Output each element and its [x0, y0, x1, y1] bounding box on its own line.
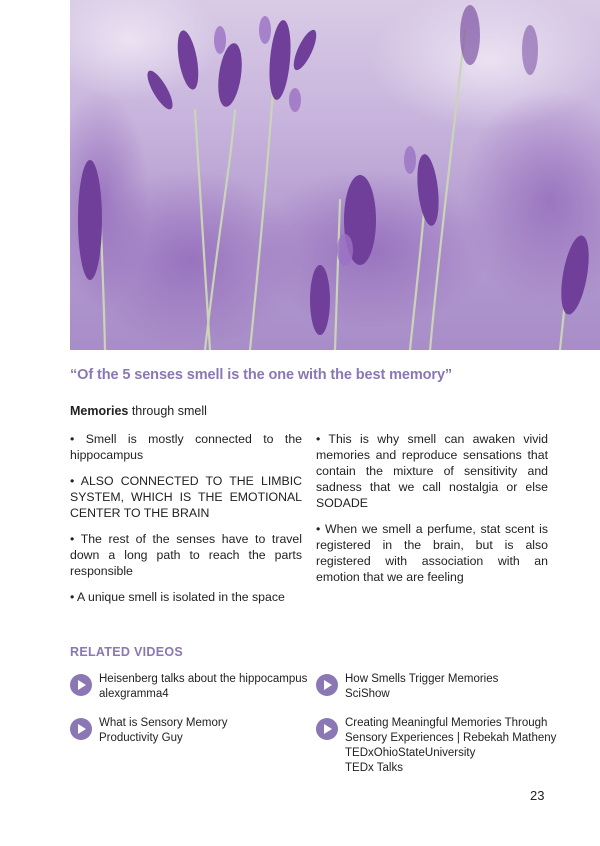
bullet-item: • The rest of the senses have to travel down a long path to reach the parts responsible: [70, 532, 302, 578]
video-title-cont[interactable]: Sensory Experiences | Rebekah Matheny: [345, 732, 557, 744]
related-videos-title: RELATED VIDEOS: [70, 645, 184, 659]
video-link-hippocampus[interactable]: [70, 672, 307, 702]
hero-image-lavender-field: [70, 0, 600, 350]
page-number: 23: [530, 788, 545, 803]
subhead-bold: Memories: [70, 404, 129, 418]
video-title[interactable]: How Smells Trigger Memories: [345, 673, 499, 685]
video-link-sensory-memory[interactable]: [70, 716, 227, 746]
play-icon[interactable]: [316, 674, 338, 696]
bullet-item: • ALSO CONNECTED TO THE LIMBIC SYSTEM, WHICH IS THE EMOTIONAL CENTER TO THE BRAIN: [70, 474, 302, 520]
video-title[interactable]: What is Sensory Memory: [99, 717, 228, 729]
left-column: [70, 431, 302, 615]
video-channel: TEDx Talks: [345, 762, 403, 774]
video-title[interactable]: Heisenberg talks about the hippocampus: [99, 673, 308, 685]
bullet-item: • A unique smell is isolated in the space: [70, 590, 285, 604]
play-icon[interactable]: [316, 718, 338, 740]
video-channel: Productivity Guy: [99, 732, 183, 744]
video-channel: SciShow: [345, 688, 390, 700]
play-icon[interactable]: [70, 674, 92, 696]
bullet-item: • When we smell a perfume, stat scent is registered in the brain, but is also registered with association with an emotion that we are feeling: [316, 522, 548, 584]
video-channel: alexgramma4: [99, 688, 169, 700]
subhead-rest: through smell: [128, 404, 207, 418]
bullet-item: • This is why smell can awaken vivid memories and reproduce sensations that contain the mixture of sensitivity and sadness that we call nostalgia or else SODADE: [316, 432, 548, 510]
pull-quote: “Of the 5 senses smell is the one with the best memory”: [70, 367, 453, 383]
bullet-item: • Smell is mostly connected to the hippocampus: [70, 432, 302, 462]
video-event: TEDxOhioStateUniversity: [345, 747, 476, 759]
video-link-meaningful-memories[interactable]: [316, 716, 556, 776]
video-title[interactable]: Creating Meaningful Memories Through: [345, 717, 548, 729]
video-link-smells-trigger[interactable]: [316, 672, 498, 702]
right-column: [316, 431, 548, 595]
play-icon[interactable]: [70, 718, 92, 740]
section-subhead: [70, 404, 207, 418]
